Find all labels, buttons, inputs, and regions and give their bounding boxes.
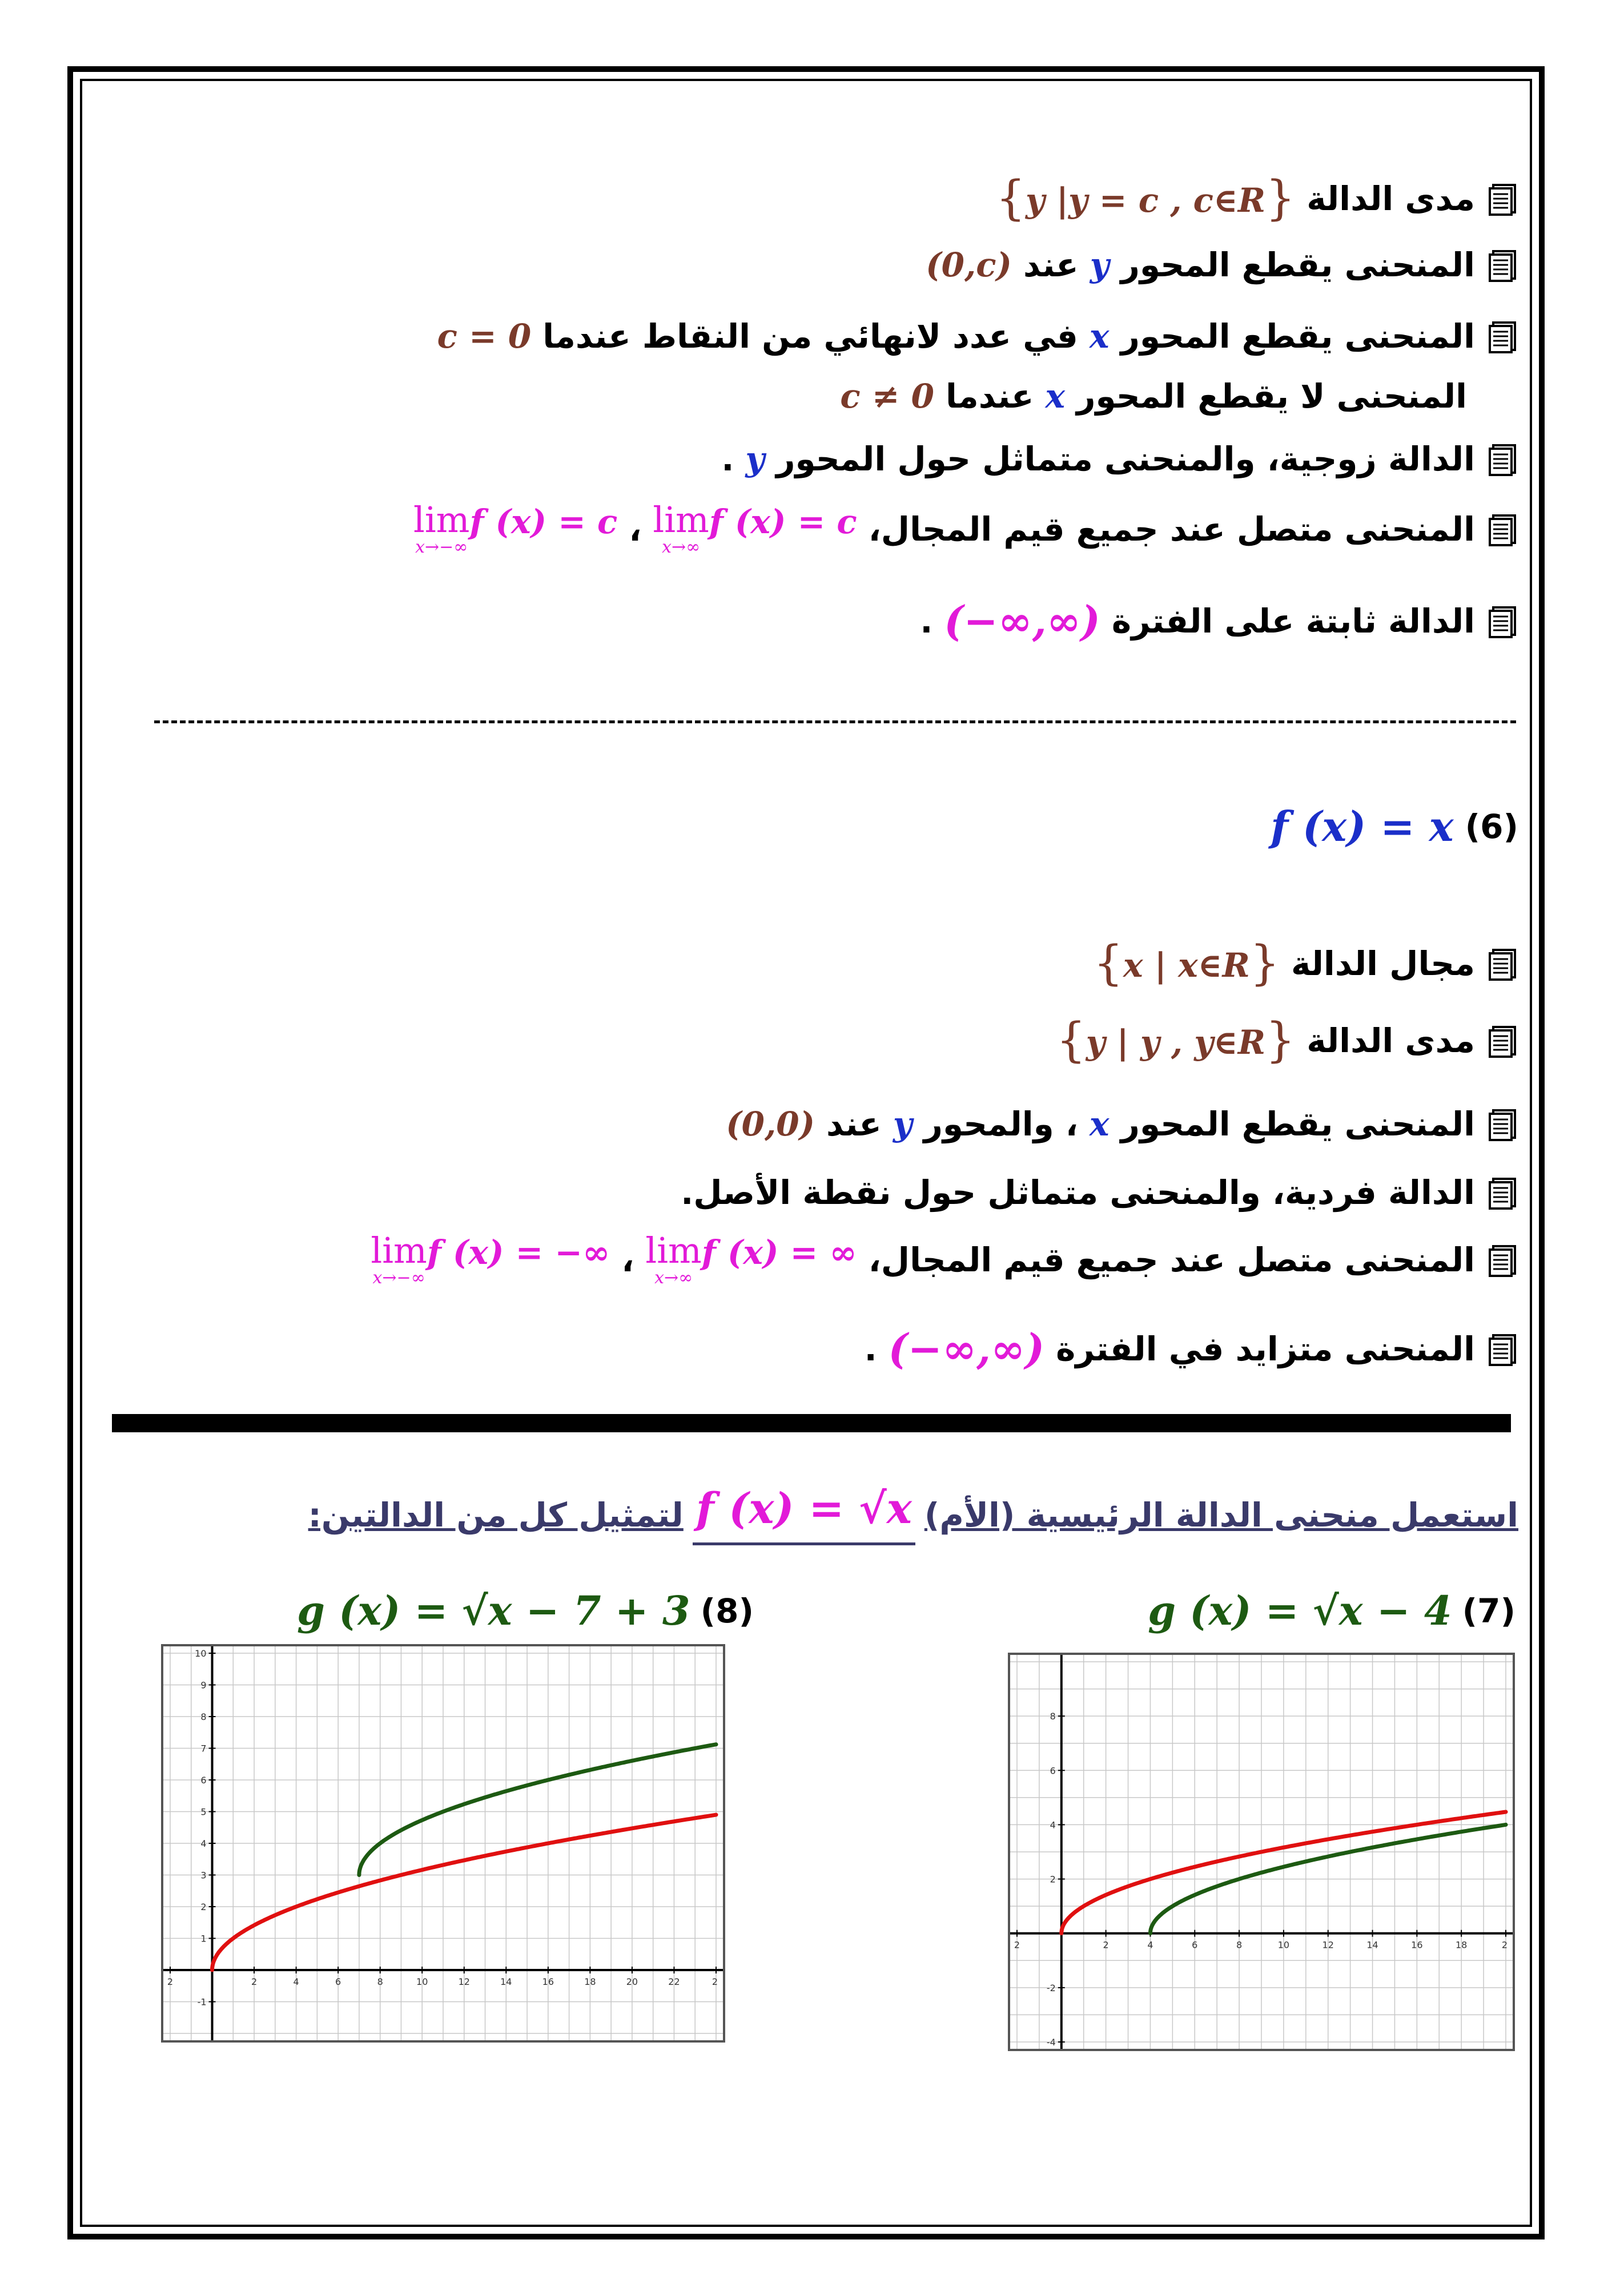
x-tick-label: 16 [542, 1976, 554, 1987]
x-tick-label: 2 [1014, 1939, 1020, 1951]
range-set: {y |y = c , c∈R} [995, 171, 1296, 225]
y-tick-label: 6 [200, 1775, 207, 1786]
x-tick-label: 14 [1366, 1939, 1378, 1951]
x-tick-label: 18 [584, 1976, 596, 1987]
y-tick-label: -4 [1046, 2037, 1056, 2048]
limit-plus-infinity: lim x→∞ f (x) = c [653, 499, 857, 557]
x-intercept-row: المنحنى يقطع المحور x في عدد لانهائي من النقاط عندما c = 0 [437, 317, 1518, 356]
y-tick-label: 6 [1050, 1765, 1056, 1777]
y-intercept-row: المنحنى يقطع المحور y عند (0,c) [926, 245, 1518, 284]
notebook-bullet-icon [1486, 248, 1518, 282]
y-tick-label: 2 [200, 1902, 207, 1912]
limit-minus-infinity: lim x→−∞ f (x) = c [413, 499, 618, 557]
behavior-row-identity: المنحنى متزايد في الفترة (−∞,∞) . [865, 1324, 1518, 1373]
x-tick-label: 2 [251, 1976, 258, 1987]
thick-divider [112, 1414, 1511, 1432]
notebook-bullet-icon [1486, 604, 1518, 638]
y-tick-label: 4 [1050, 1819, 1056, 1831]
x-tick-label: 8 [1236, 1939, 1243, 1951]
notebook-bullet-icon [1486, 442, 1518, 476]
x-tick-label: 4 [1147, 1939, 1153, 1951]
continuity-row-identity: المنحنى متصل عند جميع قيم المجال، lim x→∞ f (x) = ∞ ، lim x→−∞ f (x) = −∞ [371, 1233, 1518, 1287]
notebook-bullet-icon [1486, 512, 1518, 546]
y-tick-label: 10 [195, 1648, 207, 1659]
y-tick-label: 5 [200, 1806, 207, 1818]
x-tick-label: 14 [500, 1976, 512, 1987]
intercepts-row: المنحنى يقطع المحور x ، والمحور y عند (0,0) [726, 1105, 1518, 1143]
x-tick-label: 16 [1411, 1939, 1423, 1951]
x-tick-label: 2 [1103, 1939, 1109, 1951]
x-tick-label: 8 [377, 1976, 383, 1987]
y-tick-label: 8 [200, 1711, 207, 1722]
no-x-intercept-row: المنحنى لا يقطع المحور x عندما c ≠ 0 [840, 377, 1467, 416]
range-row-identity: مدى الدالة {y | y , y∈R} [1056, 1013, 1518, 1068]
x-tick-label: 22 [668, 1976, 680, 1987]
limit-minus-infinity-identity: lim x→−∞ f (x) = −∞ [371, 1230, 610, 1288]
y-tick-label: -2 [1046, 1982, 1056, 1993]
y-tick-label: 7 [200, 1743, 207, 1754]
exercise-8-label: g (x) = √x − 7 + 3 (8) [297, 1587, 754, 1634]
x-tick-label: 10 [416, 1976, 428, 1987]
range-set-identity: {y | y , y∈R} [1056, 1013, 1296, 1068]
graph-exercise-7 [1008, 1653, 1515, 2051]
y-tick-label: 4 [200, 1838, 207, 1849]
notebook-bullet-icon [1486, 946, 1518, 981]
graph-exercise-8 [161, 1644, 725, 2043]
domain-set: {x | x∈R} [1093, 936, 1280, 990]
x-tick-label: 2 [1501, 1939, 1508, 1951]
continuity-row: المنحنى متصل عند جميع قيم المجال، lim x→∞ f (x) = c ، lim x→−∞ f (x) = c [413, 502, 1518, 556]
behavior-row: الدالة ثابتة على الفترة (−∞,∞) . [920, 597, 1518, 645]
limit-plus-infinity-identity: lim x→∞ f (x) = ∞ [645, 1230, 857, 1288]
exercise-7-label: g (x) = √x − 4 (7) [1148, 1587, 1516, 1634]
domain-row: مجال الدالة {x | x∈R} [1094, 936, 1518, 990]
x-tick-label: 12 [1322, 1939, 1334, 1951]
y-tick-label: 8 [1050, 1711, 1056, 1722]
y-tick-label: 3 [200, 1870, 207, 1881]
y-tick-label: -1 [197, 1996, 207, 2008]
symmetry-row-identity: الدالة فردية، والمنحنى متماثل حول نقطة الأصل. [681, 1173, 1518, 1212]
y-tick-label: 1 [200, 1933, 207, 1944]
notebook-bullet-icon [1486, 1243, 1518, 1277]
instruction-line: استعمل منحنى الدالة الرئيسية (الأم) f (x) = √x لتمثيل كل من الدالتين: [308, 1484, 1518, 1545]
x-tick-label: 10 [1277, 1939, 1290, 1951]
notebook-bullet-icon [1486, 182, 1518, 216]
identity-heading: (6) f (x) = x [1271, 802, 1518, 851]
x-tick-label: 20 [626, 1976, 638, 1987]
x-tick-label: 6 [1192, 1939, 1198, 1951]
x-tick-label: 2 [711, 1976, 718, 1987]
x-tick-label: 18 [1456, 1939, 1468, 1951]
x-tick-label: 12 [458, 1976, 470, 1987]
notebook-bullet-icon [1486, 1107, 1518, 1141]
notebook-bullet-icon [1486, 319, 1518, 353]
x-tick-label: 2 [167, 1976, 174, 1987]
x-tick-label: 6 [335, 1976, 341, 1987]
x-tick-label: 4 [293, 1976, 299, 1987]
notebook-bullet-icon [1486, 1332, 1518, 1366]
symmetry-row: الدالة زوجية، والمنحنى متماثل حول المحور y . [721, 440, 1518, 478]
y-tick-label: 9 [200, 1679, 207, 1691]
range-row: مدى الدالة {y |y = c , c∈R} [996, 171, 1518, 225]
notebook-bullet-icon [1486, 1024, 1518, 1058]
notebook-bullet-icon [1486, 1175, 1518, 1210]
dashed-divider [154, 720, 1516, 723]
y-tick-label: 2 [1050, 1874, 1056, 1885]
